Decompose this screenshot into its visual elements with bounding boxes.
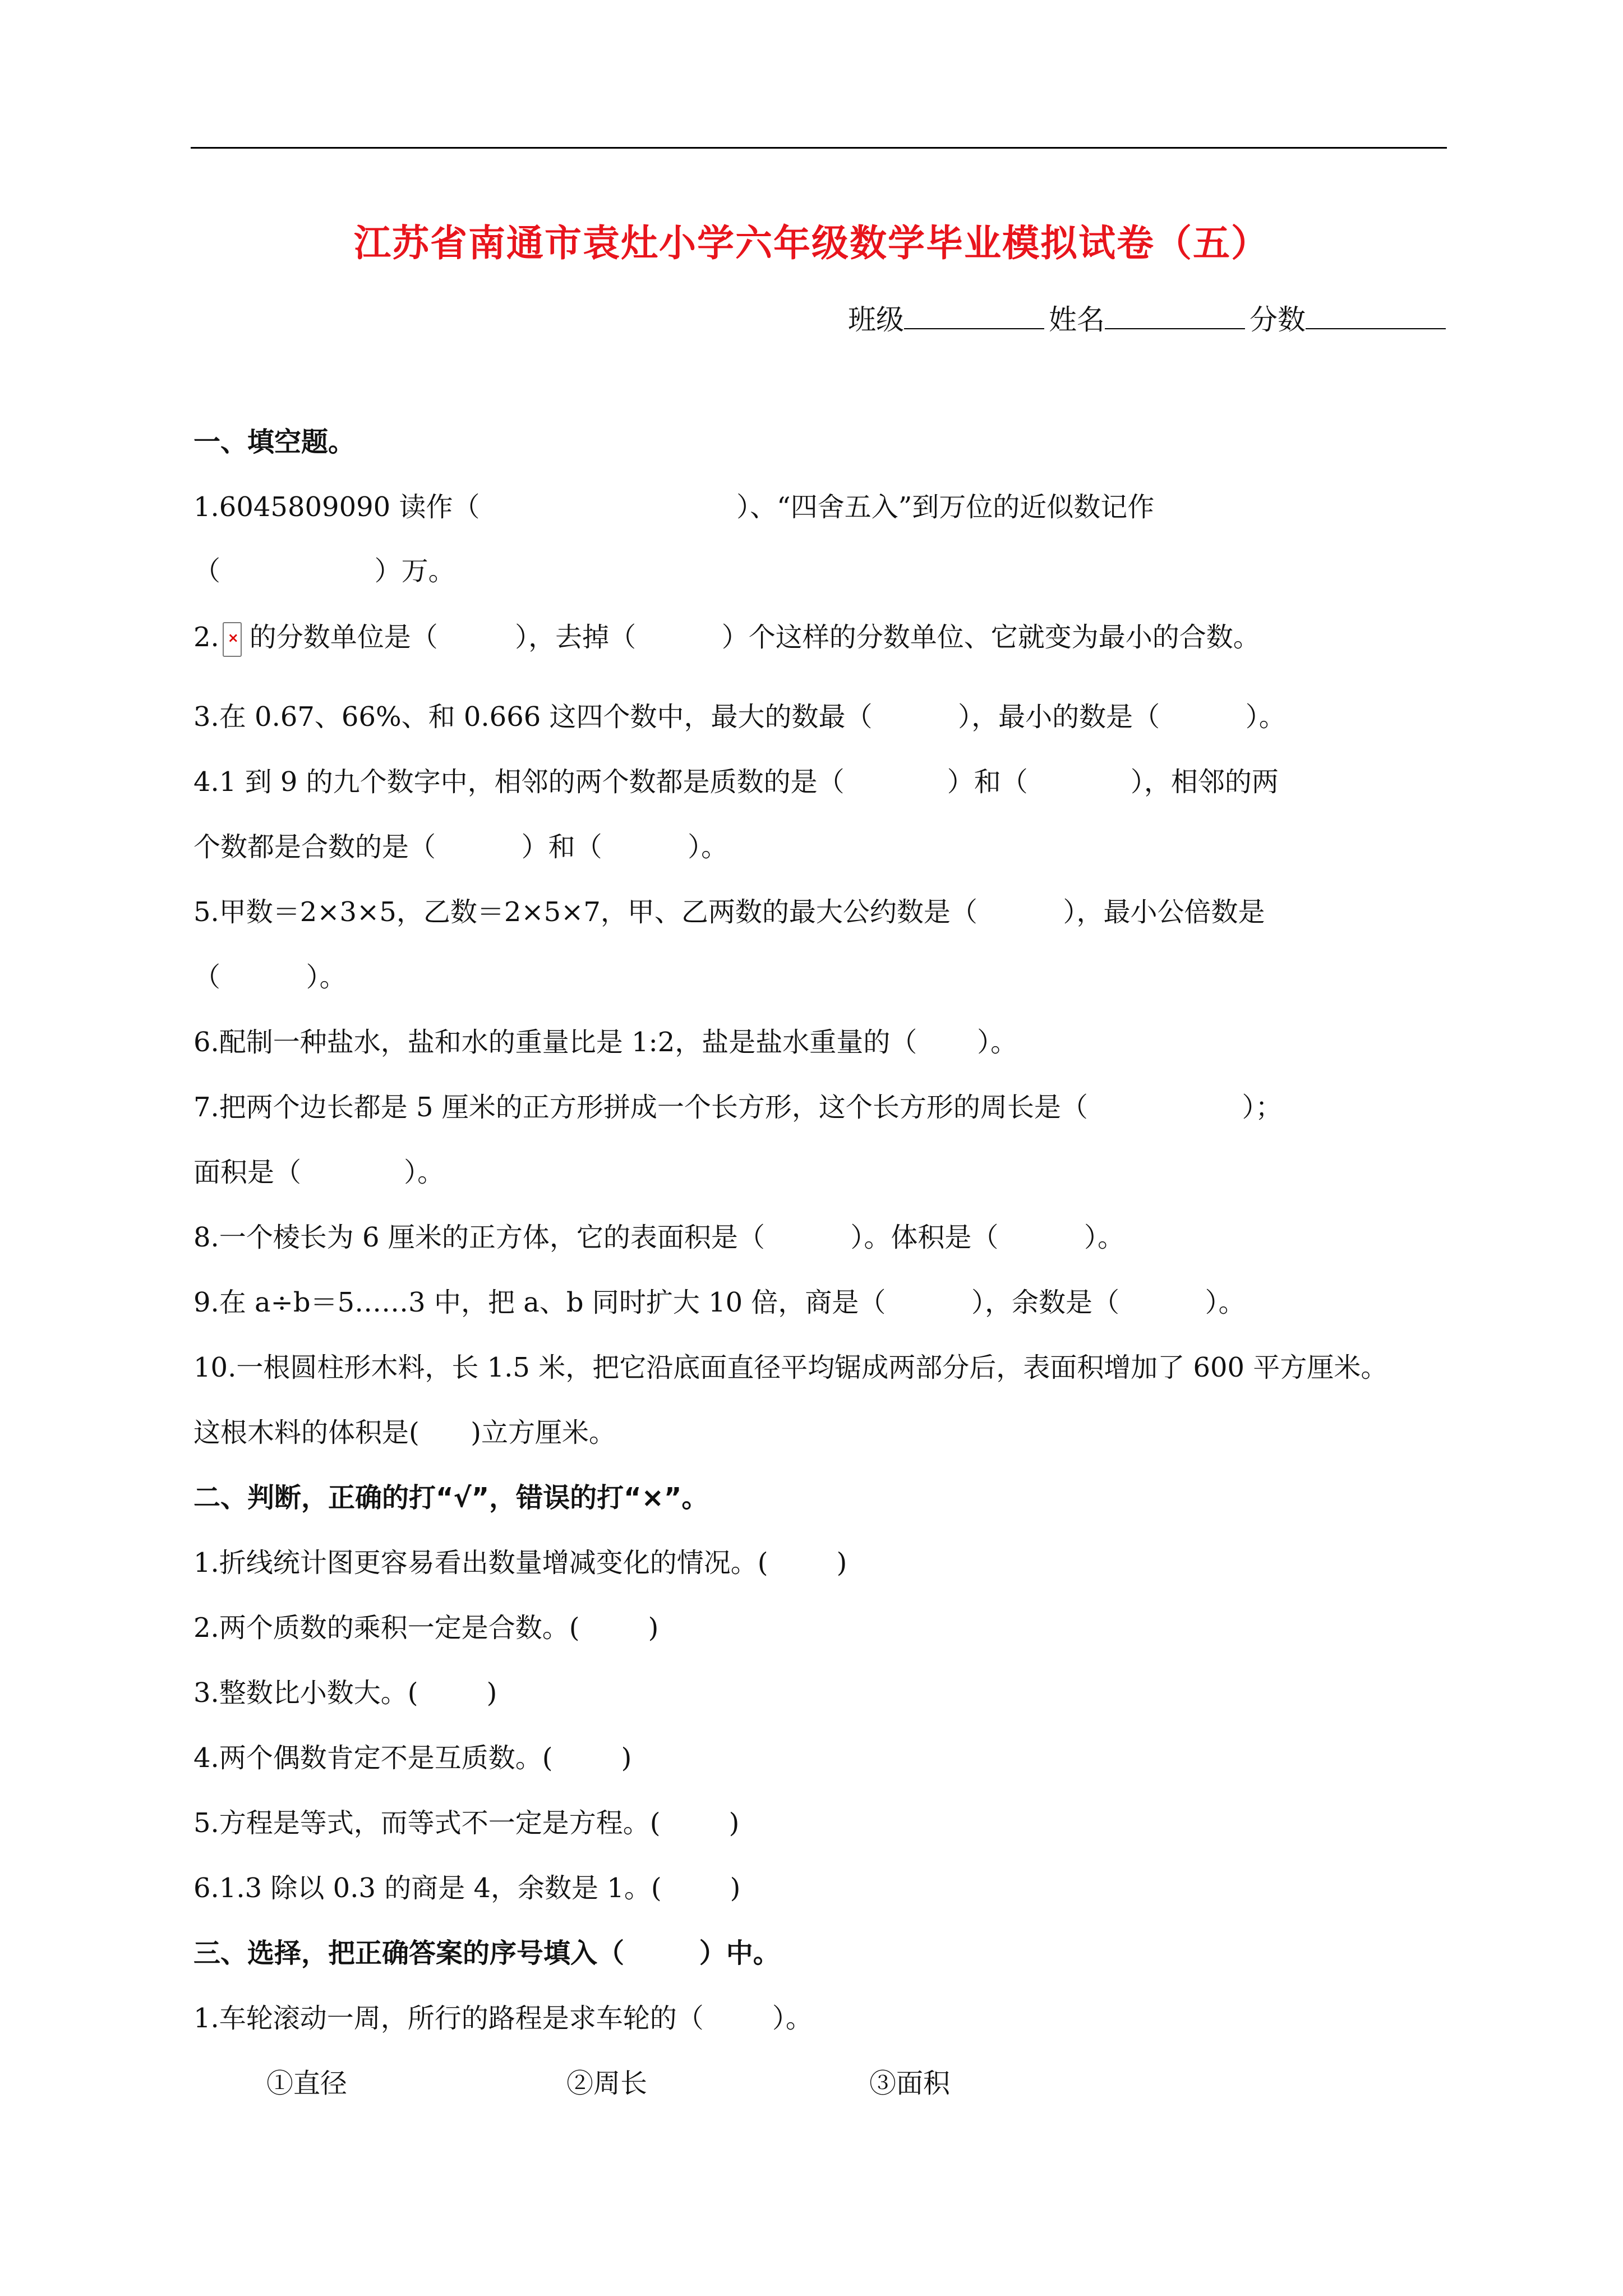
question-6: 6.配制一种盐水，盐和水的重量比是 1:2，盐是盐水重量的（ ）。: [193, 1027, 1018, 1058]
question-1-line-2: （ ）万。: [193, 555, 455, 587]
score-blank: [1306, 301, 1446, 329]
question-4-line-1: 4.1 到 9 的九个数字中，相邻的两个数都是质数的是（ ）和（ ），相邻的两: [193, 766, 1279, 798]
question-2: [193, 622, 1260, 657]
section-heading-fill-blanks: 一、填空题。: [193, 426, 356, 458]
judgement-3: 3.整数比小数大。( ): [193, 1677, 497, 1709]
class-label: 班级: [848, 303, 904, 336]
name-blank: [1105, 301, 1245, 329]
section-heading-true-false: 二、判断，正确的打“√”，错误的打“×”。: [193, 1482, 709, 1513]
choice-1-option-c: ③面积: [869, 2068, 951, 2099]
judgement-1: 1.折线统计图更容易看出数量增减变化的情况。( ): [193, 1547, 847, 1579]
choice-1: 1.车轮滚动一周，所行的路程是求车轮的（ ）。: [193, 2003, 813, 2034]
question-10-line-1: 10.一根圆柱形木料，长 1.5 米，把它沿底面直径平均锯成两部分后，表面积增加了 600 平方厘米。: [193, 1352, 1388, 1383]
student-info-row: [848, 297, 1446, 338]
header-rule: [191, 147, 1447, 149]
judgement-4: 4.两个偶数肯定不是互质数。( ): [193, 1742, 632, 1774]
section-heading-multiple-choice: 三、选择，把正确答案的序号填入（ ）中。: [193, 1938, 780, 1969]
question-10-line-2: 这根木料的体积是( )立方厘米。: [193, 1417, 616, 1448]
class-blank: [904, 301, 1044, 329]
choice-1-option-a: ①直径: [266, 2068, 348, 2099]
question-2-text: 的分数单位是（ ），去掉（ ）个这样的分数单位、它就变为最小的合数。: [249, 622, 1260, 653]
question-5-line-1: 5.甲数＝2×3×5，乙数＝2×5×7，甲、乙两数的最大公约数是（ ），最小公倍数是: [193, 896, 1265, 928]
score-label: 分数: [1249, 303, 1306, 336]
judgement-2: 2.两个质数的乘积一定是合数。( ): [193, 1612, 659, 1644]
question-7-line-2: 面积是（ ）。: [193, 1157, 445, 1188]
question-9: 9.在 a÷b＝5……3 中，把 a、b 同时扩大 10 倍，商是（ ），余数是（ ）。: [193, 1287, 1246, 1318]
question-7-line-1: 7.把两个边长都是 5 厘米的正方形拼成一个长方形，这个长方形的周长是（ ）；: [193, 1092, 1283, 1123]
question-1-line-1: 1.6045809090 读作（ ）、“四舍五入”到万位的近似数记作: [193, 491, 1155, 523]
choice-1-option-b: ②周长: [566, 2068, 648, 2099]
judgement-5: 5.方程是等式，而等式不一定是方程。( ): [193, 1807, 740, 1839]
page-title: 江苏省南通市袁灶小学六年级数学毕业模拟试卷（五）: [354, 222, 1269, 265]
question-3: 3.在 0.67、66%、和 0.666 这四个数中，最大的数最（ ），最小的数是（ ）。: [193, 701, 1286, 733]
judgement-6: 6.1.3 除以 0.3 的商是 4，余数是 1。( ): [193, 1872, 741, 1904]
question-8: 8.一个棱长为 6 厘米的正方体，它的表面积是（ ）。体积是（ ）。: [193, 1222, 1125, 1253]
name-label: 姓名: [1049, 303, 1105, 336]
question-4-line-2: 个数都是合数的是（ ）和（ ）。: [193, 831, 728, 863]
broken-fraction-image-icon: ×: [223, 622, 242, 657]
question-2-number: 2.: [193, 622, 219, 653]
question-5-line-2: （ ）。: [193, 961, 347, 993]
